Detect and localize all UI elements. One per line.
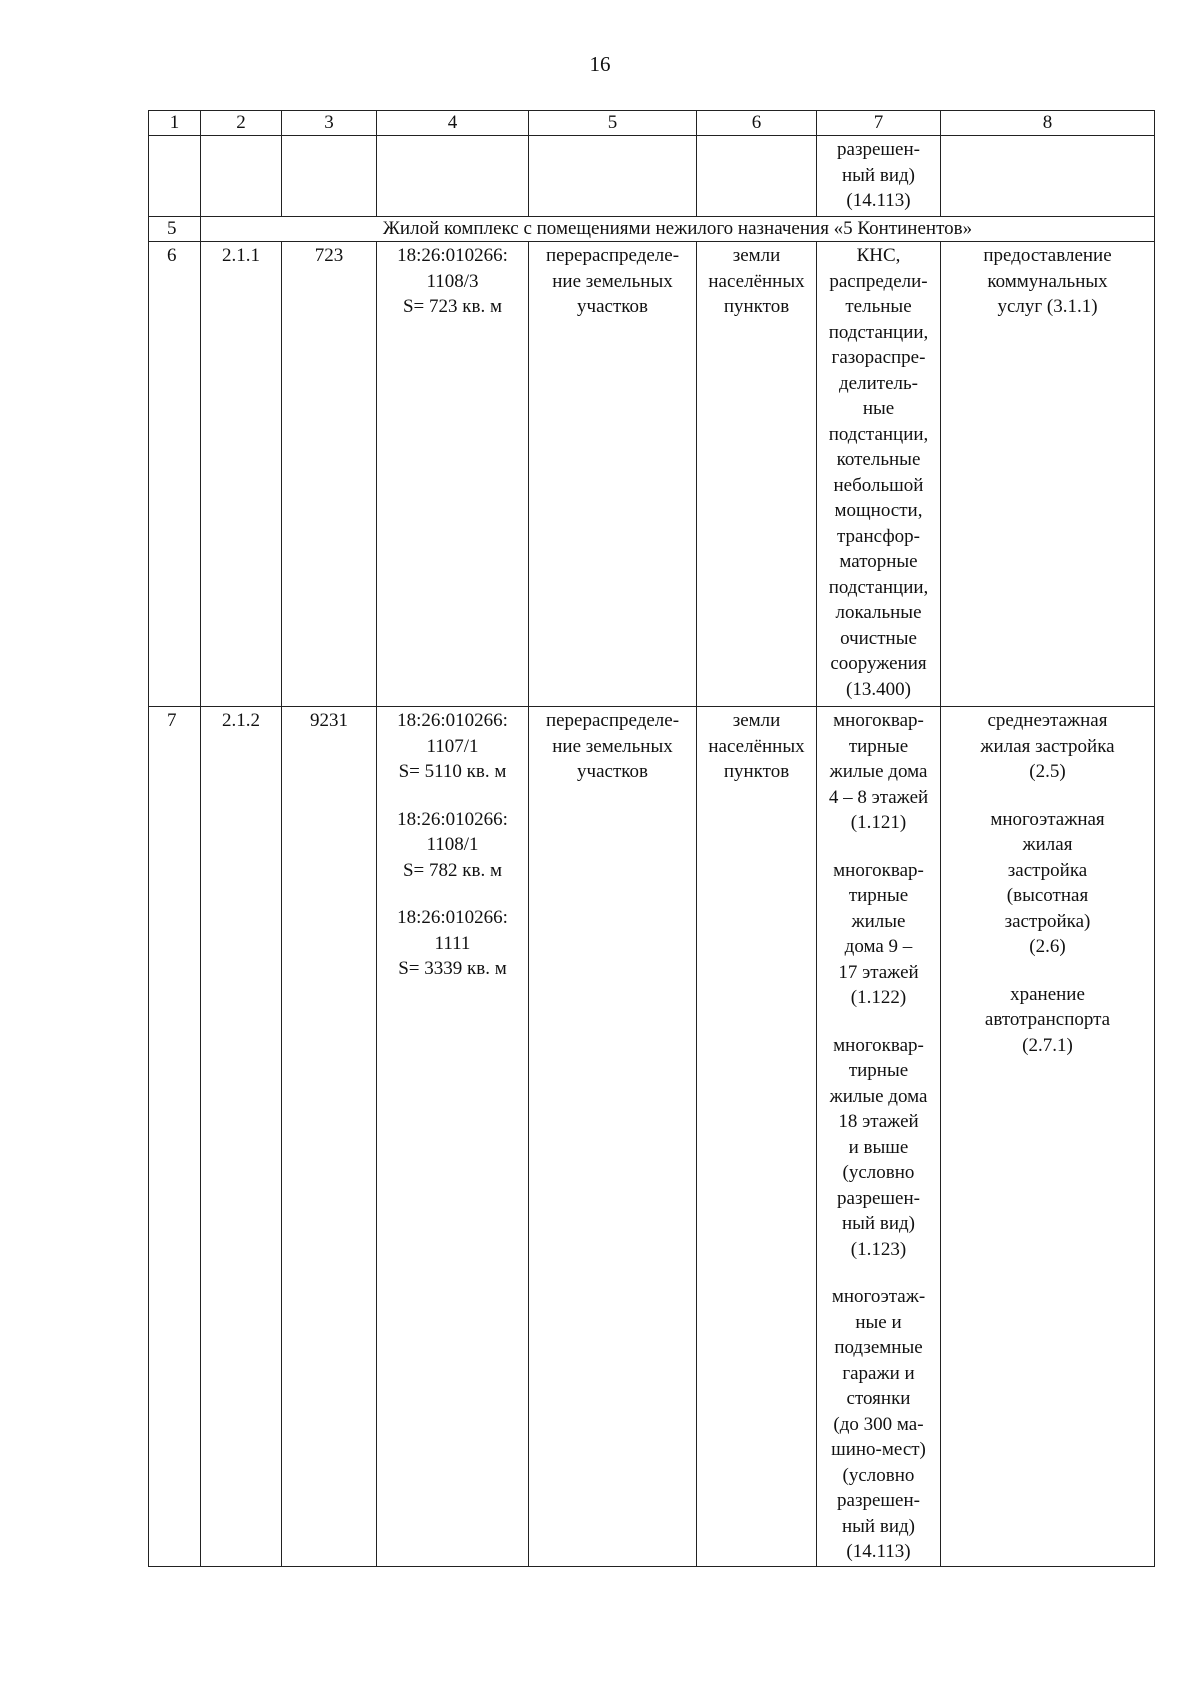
use-entry: многоквар- тирные жилые дома 9 – 17 этажей (1.122) — [833, 859, 924, 1008]
column-header: 5 — [529, 111, 697, 136]
empty-cell — [941, 136, 1155, 217]
column-header: 8 — [941, 111, 1155, 136]
column-header: 2 — [201, 111, 282, 136]
use-entry: многоквар- тирные жилые дома 4 – 8 этажей (1.121) — [828, 710, 929, 833]
empty-cell — [529, 136, 697, 217]
column-header: 1 — [149, 111, 201, 136]
section-row — [149, 217, 1155, 242]
table-header-row — [149, 111, 1155, 136]
column-header: 6 — [697, 111, 817, 136]
column-header: 3 — [282, 111, 377, 136]
row-number: 6 — [149, 242, 201, 707]
cadastral-entry: 18:26:010266: 1111 S= 3339 кв. м — [397, 907, 508, 979]
use-cell — [817, 707, 941, 1567]
use-entry: многоквар- тирные жилые дома 18 этажей и выше (условно разрешен- ный вид) (1.123) — [829, 1034, 928, 1260]
permitted-use-cell — [941, 707, 1155, 1567]
use-cell: разрешен- ный вид) (14.113) — [817, 136, 941, 217]
land-parcels-table — [148, 110, 1155, 1567]
empty-cell — [282, 136, 377, 217]
use-entry: многоэтаж- ные и подземные гаражи и стоянки (до 300 ма- шино-мест) (условно разрешен- ный вид) (14.113) — [831, 1286, 926, 1562]
method-cell: перераспределе- ние земельных участков — [529, 707, 697, 1567]
code-cell: 2.1.1 — [201, 242, 282, 707]
permitted-use-cell: предоставление коммунальных услуг (3.1.1) — [941, 242, 1155, 707]
cadastral-cell: 18:26:010266: 1108/3 S= 723 кв. м — [377, 242, 529, 707]
category-cell: земли населённых пунктов — [697, 242, 817, 707]
empty-cell — [201, 136, 282, 217]
cadastral-entry: 18:26:010266: 1108/1 S= 782 кв. м — [397, 808, 508, 881]
permitted-use-entry: среднеэтажная жилая застройка (2.5) — [980, 710, 1115, 782]
page-number: 16 — [589, 52, 611, 76]
area-cell: 723 — [282, 242, 377, 707]
table-row — [149, 242, 1155, 707]
category-cell: земли населённых пунктов — [697, 707, 817, 1567]
empty-cell — [149, 136, 201, 217]
section-title: Жилой комплекс с помещениями нежилого назначения «5 Континентов» — [201, 217, 1155, 242]
table-row — [149, 707, 1155, 1567]
column-header: 7 — [817, 111, 941, 136]
permitted-use-entry: многоэтажная жилая застройка (высотная застройка) (2.6) — [990, 808, 1105, 957]
method-cell: перераспределе- ние земельных участков — [529, 242, 697, 707]
row-number: 5 — [149, 217, 201, 242]
column-header: 4 — [377, 111, 529, 136]
use-cell: КНС, распредели- тельные подстанции, газораспре- делитель- ные подстанции, котельные небольшой мощности, трансфор- маторные подстанции, локальные очистные сооружения (13.400) — [817, 242, 941, 707]
permitted-use-entry: хранение автотранспорта (2.7.1) — [984, 983, 1111, 1056]
continuation-row — [149, 136, 1155, 217]
cadastral-entry: 18:26:010266: 1107/1 S= 5110 кв. м — [397, 710, 508, 782]
area-cell: 9231 — [282, 707, 377, 1567]
empty-cell — [377, 136, 529, 217]
empty-cell — [697, 136, 817, 217]
row-number: 7 — [149, 707, 201, 1567]
code-cell: 2.1.2 — [201, 707, 282, 1567]
cadastral-cell — [377, 707, 529, 1567]
